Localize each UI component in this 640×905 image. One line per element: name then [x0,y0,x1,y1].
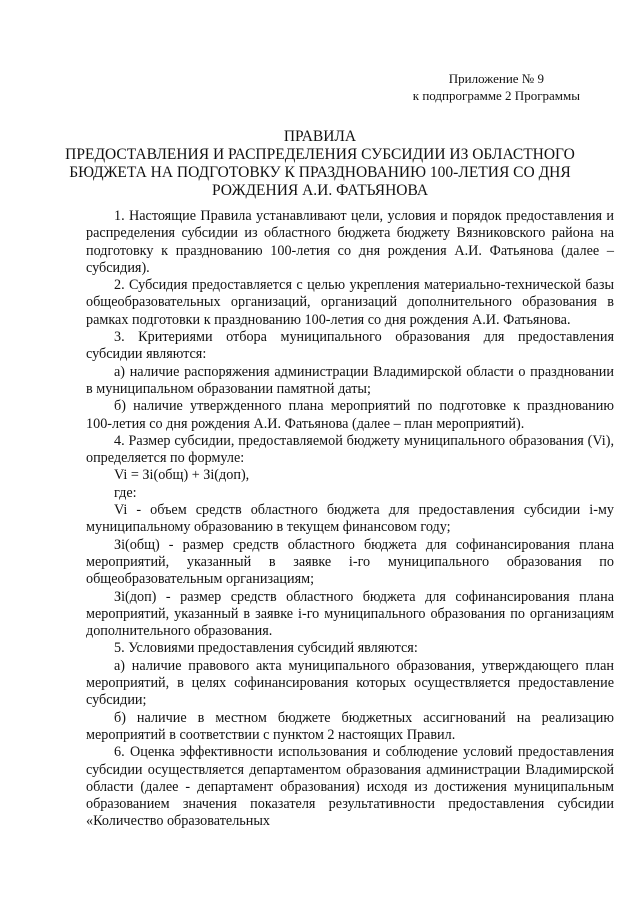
title-line-3: РОЖДЕНИЯ А.И. ФАТЬЯНОВА [211,182,429,199]
title-line-2: БЮДЖЕТА НА ПОДГОТОВКУ К ПРАЗДНОВАНИЮ 100-ЛЕТИЯ СО ДНЯ [69,164,571,181]
title-heading: ПРАВИЛА [283,128,357,145]
document-title [60,128,580,200]
paragraph-3a: а) наличие распоряжения администрации Владимирской области о праздновании в муниципальном образовании памятной даты; [86,363,614,397]
paragraph-2: 2. Субсидия предоставляется с целью укрепления материально-технической базы общеобразовательных организаций, организаций дополнительного образования в рамках подготовки к празднованию 100-летия со дня рождения А.И. Фатьянова. [86,277,614,328]
appendix-reference: к подпрограмме 2 Программы [412,88,580,103]
paragraph-3: 3. Критериями отбора муниципального образования для предоставления субсидии являются: [86,329,614,363]
definition-vi: Vi - объем средств областного бюджета для предоставления субсидии i-му муниципальному образованию в текущем финансовом году; [86,502,614,536]
appendix-number: Приложение № 9 [448,71,544,86]
formula: Vi = Зi(общ) + Зi(доп), [114,467,250,484]
paragraph-6: 6. Оценка эффективности использования и соблюдение условий предоставления субсидии осуществляется департаментом образования администрации Владимирской области (далее - департамент образования) исходя из достижения муниципальным образованием значения показателя результативности предоставления субсидии «Количество образовательных [86,744,614,830]
appendix-note [413,70,580,104]
title-line-1: ПРЕДОСТАВЛЕНИЯ И РАСПРЕДЕЛЕНИЯ СУБСИДИИ ИЗ ОБЛАСТНОГО [65,146,575,163]
paragraph-4: 4. Размер субсидии, предоставляемой бюджету муниципального образования (Vi), определяется по формуле: [86,432,614,467]
document-body [86,208,614,831]
paragraph-5a: а) наличие правового акта муниципального образования, утверждающего план мероприятий, в целях софинансирования которых осуществляется предоставление субсидии; [86,657,614,709]
definition-zi-obsh: Зi(общ) - размер средств областного бюджета для софинансирования плана мероприятий, указанный в заявке i-го муниципального образования по общеобразовательным организациям; [86,536,614,588]
paragraph-1: 1. Настоящие Правила устанавливают цели, условия и порядок предоставления и распределения субсидии из областного бюджета бюджету Вязниковского района на подготовку к празднованию 100-летия со дня рождения А.И. Фатьянова (далее – субсидия). [86,208,614,276]
definition-zi-dop: Зi(доп) - размер средств областного бюджета для софинансирования плана мероприятий, указанный в заявке i-го муниципального образования по организациям дополнительного образования. [86,588,614,640]
paragraph-5: 5. Условиями предоставления субсидий являются: [114,640,418,657]
formula-where: где: [114,484,137,501]
paragraph-5b: б) наличие в местном бюджете бюджетных ассигнований на реализацию мероприятий в соответствии с пунктом 2 настоящих Правил. [86,709,614,743]
paragraph-3b: б) наличие утвержденного плана мероприятий по подготовке к празднованию 100-летия со дня рождения А.И. Фатьянова (далее – план мероприятий). [86,398,614,432]
